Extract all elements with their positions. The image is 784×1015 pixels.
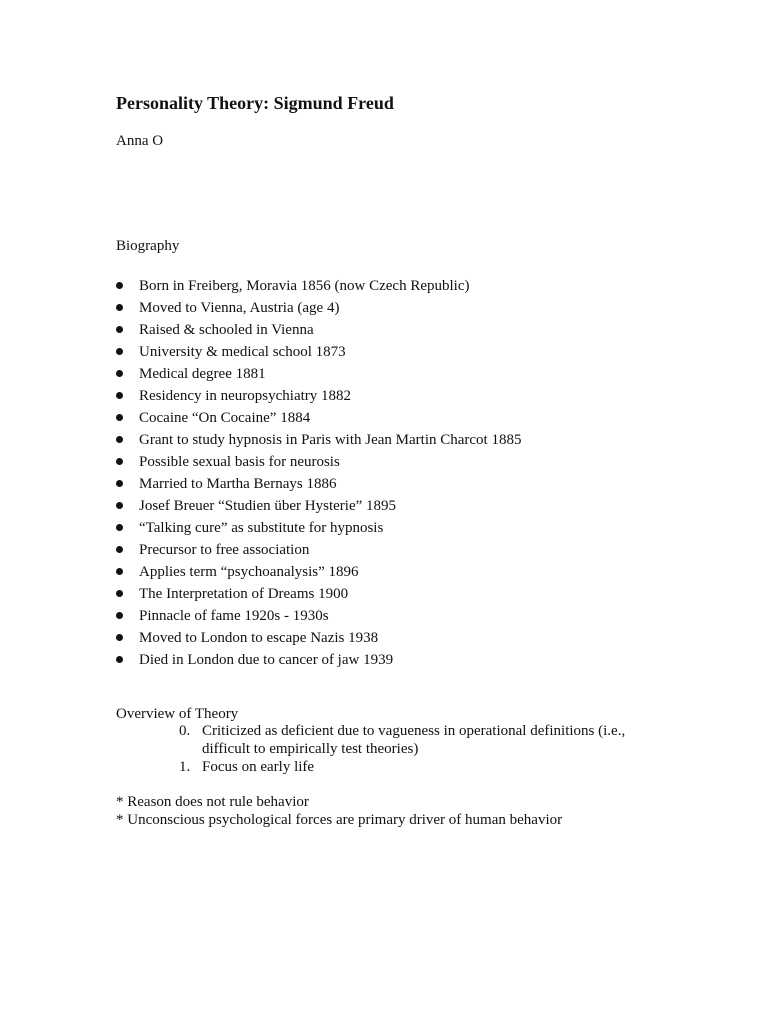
page-subtitle: Anna O — [116, 133, 164, 149]
bullet-icon — [116, 348, 123, 355]
bullet-icon — [116, 656, 123, 663]
list-item — [116, 430, 521, 452]
list-item — [116, 452, 521, 474]
bullet-icon — [116, 392, 123, 399]
bullet-icon — [116, 414, 123, 421]
list-item — [116, 562, 521, 584]
list-item — [116, 584, 521, 606]
bullet-icon — [116, 524, 123, 531]
list-item — [176, 758, 656, 776]
list-item-number: 1. — [179, 759, 191, 775]
bullet-icon — [116, 612, 123, 619]
bullet-icon — [116, 546, 123, 553]
note-item: * Reason does not rule behavior — [116, 794, 309, 810]
list-item — [116, 650, 521, 672]
bullet-icon — [116, 568, 123, 575]
list-item — [116, 386, 521, 408]
list-item-text: Josef Breuer “Studien über Hysterie” 1895 — [139, 498, 397, 514]
list-item-text: Married to Martha Bernays 1886 — [139, 476, 337, 492]
list-item-text: University & medical school 1873 — [139, 344, 346, 360]
list-item-text: Born in Freiberg, Moravia 1856 (now Czech Republic) — [139, 278, 470, 294]
list-item — [176, 722, 656, 758]
bullet-icon — [116, 458, 123, 465]
list-item-text: Pinnacle of fame 1920s - 1930s — [139, 608, 329, 624]
list-item-text: Cocaine “On Cocaine” 1884 — [139, 410, 311, 426]
bullet-icon — [116, 590, 123, 597]
bullet-icon — [116, 502, 123, 509]
list-item-text: Grant to study hypnosis in Paris with Jean Martin Charcot 1885 — [139, 432, 522, 448]
list-item — [116, 628, 521, 650]
list-item-text: Applies term “psychoanalysis” 1896 — [139, 564, 359, 580]
notes-list — [116, 793, 562, 829]
list-item — [116, 276, 521, 298]
list-item-text: Medical degree 1881 — [139, 366, 266, 382]
list-item-text: Residency in neuropsychiatry 1882 — [139, 388, 352, 404]
list-item-text: Focus on early life — [202, 759, 315, 775]
list-item — [116, 496, 521, 518]
biography-heading: Biography — [116, 238, 180, 254]
list-item — [116, 342, 521, 364]
list-item-text: Precursor to free association — [139, 542, 310, 558]
bullet-icon — [116, 436, 123, 443]
list-item — [116, 606, 521, 628]
list-item-text: Criticized as deficient due to vagueness in operational definitions (i.e., difficult to empirically test theories) — [202, 723, 626, 757]
list-item — [116, 408, 521, 430]
page-title: Personality Theory: Sigmund Freud — [116, 93, 394, 113]
list-item — [116, 364, 521, 386]
bullet-icon — [116, 370, 123, 377]
overview-list — [176, 722, 656, 776]
note-item: * Unconscious psychological forces are primary driver of human behavior — [116, 812, 563, 828]
biography-list — [116, 276, 521, 672]
list-item — [116, 474, 521, 496]
list-item — [116, 540, 521, 562]
list-item — [116, 320, 521, 342]
bullet-icon — [116, 304, 123, 311]
list-item-text: Raised & schooled in Vienna — [139, 322, 314, 338]
list-item-text: Possible sexual basis for neurosis — [139, 454, 340, 470]
bullet-icon — [116, 326, 123, 333]
bullet-icon — [116, 634, 123, 641]
list-item-text: Moved to London to escape Nazis 1938 — [139, 630, 379, 646]
overview-heading: Overview of Theory — [116, 706, 239, 722]
list-item-text: “Talking cure” as substitute for hypnosis — [139, 520, 384, 536]
list-item-text: The Interpretation of Dreams 1900 — [139, 586, 349, 602]
list-item — [116, 518, 521, 540]
list-item-number: 0. — [179, 723, 191, 739]
list-item-text: Died in London due to cancer of jaw 1939 — [139, 652, 394, 668]
bullet-icon — [116, 480, 123, 487]
list-item — [116, 298, 521, 320]
bullet-icon — [116, 282, 123, 289]
list-item-text: Moved to Vienna, Austria (age 4) — [139, 300, 340, 316]
